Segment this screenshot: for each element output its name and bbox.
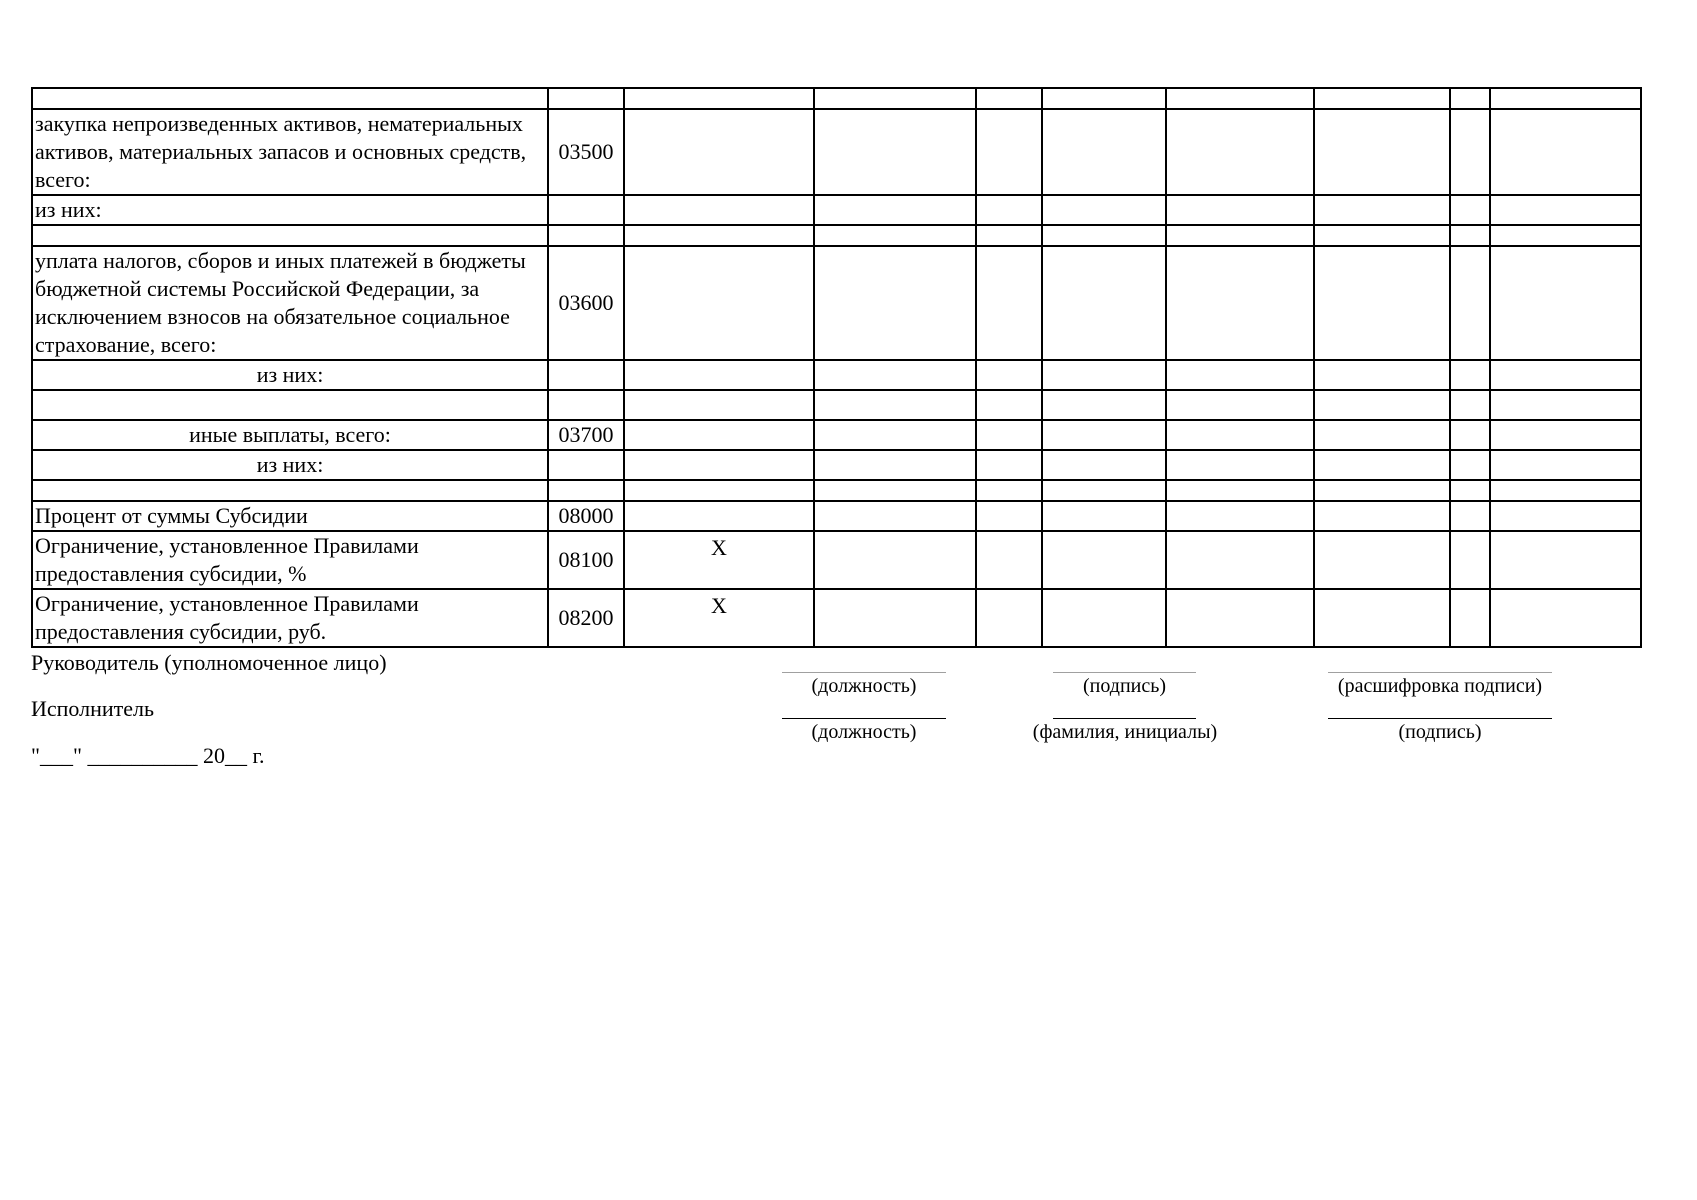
table-cell: [624, 195, 814, 225]
table-cell: [814, 109, 976, 195]
table-cell: [1450, 246, 1490, 360]
table-cell: [1166, 88, 1314, 109]
row-code: [548, 390, 624, 420]
row-label: Ограничение, установленное Правилами предоставления субсидии, %: [32, 531, 548, 589]
table-cell: [1042, 531, 1166, 589]
table-cell: [1314, 450, 1450, 480]
table-cell: [814, 360, 976, 390]
table-cell: [1166, 360, 1314, 390]
table-cell: [1042, 501, 1166, 531]
row-label: из них:: [32, 360, 548, 390]
table-cell: [1314, 360, 1450, 390]
table-cell: [1450, 225, 1490, 246]
executor-name-caption: (фамилия, инициалы): [1032, 721, 1218, 743]
table-cell: [976, 450, 1042, 480]
table-cell: [1450, 589, 1490, 647]
table-cell: [1166, 501, 1314, 531]
table-cell: [976, 390, 1042, 420]
table-cell: [1314, 420, 1450, 450]
table-cell: [1042, 589, 1166, 647]
executor-signature-line[interactable]: [1328, 718, 1552, 719]
table-cell: [1042, 450, 1166, 480]
table-cell: [1450, 450, 1490, 480]
table-cell: [1490, 501, 1641, 531]
row-code: [548, 225, 624, 246]
table-cell: [1042, 88, 1166, 109]
table-row: [32, 390, 1641, 420]
subsidy-expenses-table: [31, 87, 1642, 648]
row-label: из них:: [32, 450, 548, 480]
table-cell: [1490, 109, 1641, 195]
table-cell: [1166, 480, 1314, 501]
head-signature-line[interactable]: [1053, 672, 1196, 673]
table-row: [32, 501, 1641, 531]
row-code: 03600: [548, 246, 624, 360]
table-row: [32, 225, 1641, 246]
table-cell: [814, 195, 976, 225]
table-cell: [814, 480, 976, 501]
table-cell: [1490, 360, 1641, 390]
row-code: [548, 195, 624, 225]
table-cell: [814, 450, 976, 480]
table-cell: [814, 88, 976, 109]
table-cell: [1490, 589, 1641, 647]
table-cell: [814, 390, 976, 420]
row-code: [548, 88, 624, 109]
table-cell: [1042, 246, 1166, 360]
table-row: [32, 420, 1641, 450]
table-cell: [976, 501, 1042, 531]
table-cell: [1166, 390, 1314, 420]
table-row: [32, 360, 1641, 390]
table-cell: [976, 225, 1042, 246]
table-cell: [1314, 195, 1450, 225]
table-cell: [1490, 531, 1641, 589]
row-label: из них:: [32, 195, 548, 225]
table-cell: [624, 109, 814, 195]
row-label: уплата налогов, сборов и иных платежей в бюджеты бюджетной системы Российской Федерации, за исключением взносов на обязательное социальное страхование, всего:: [32, 246, 548, 360]
row-code: 08200: [548, 589, 624, 647]
table-cell: [976, 246, 1042, 360]
row-label: Процент от суммы Субсидии: [32, 501, 548, 531]
table-cell: [1166, 420, 1314, 450]
head-label: Руководитель (уполномоченное лицо): [31, 650, 387, 675]
table-cell: [1450, 360, 1490, 390]
table-cell: [1314, 390, 1450, 420]
table-cell: [1490, 420, 1641, 450]
table-cell: [1166, 450, 1314, 480]
head-position-line[interactable]: [782, 672, 946, 673]
table-cell: [624, 246, 814, 360]
row-label: закупка непроизведенных активов, нематериальных активов, материальных запасов и основных средств, всего:: [32, 109, 548, 195]
head-signature-caption: (подпись): [1082, 675, 1167, 697]
table-cell: [1042, 360, 1166, 390]
date-line[interactable]: "___" __________ 20__ г.: [31, 743, 265, 768]
table-cell: [976, 531, 1042, 589]
row-code: 08100: [548, 531, 624, 589]
table-cell: [1490, 390, 1641, 420]
table-cell: [624, 390, 814, 420]
table-cell: [1166, 195, 1314, 225]
table-cell: [1314, 501, 1450, 531]
table-cell: [1450, 531, 1490, 589]
table-cell: [1450, 109, 1490, 195]
table-cell: [814, 225, 976, 246]
table-cell: [814, 420, 976, 450]
table-row: [32, 450, 1641, 480]
table-cell: [976, 109, 1042, 195]
row-code: [548, 360, 624, 390]
table-cell: [1314, 88, 1450, 109]
row-code: 03500: [548, 109, 624, 195]
table-row: [32, 88, 1641, 109]
table-cell: [1450, 480, 1490, 501]
row-label: иные выплаты, всего:: [32, 420, 548, 450]
table-cell: [624, 88, 814, 109]
table-cell: [976, 360, 1042, 390]
table-cell: [814, 246, 976, 360]
table-cell: [1042, 109, 1166, 195]
table-cell: [976, 589, 1042, 647]
row-label: [32, 390, 548, 420]
table-cell: [1166, 109, 1314, 195]
table-cell: [1450, 88, 1490, 109]
table-cell: [1450, 195, 1490, 225]
table-cell: [1314, 225, 1450, 246]
table-cell: [624, 480, 814, 501]
table-row: [32, 109, 1641, 195]
table-cell: [1166, 225, 1314, 246]
table-cell: [1042, 480, 1166, 501]
table-cell: [1314, 480, 1450, 501]
executor-position-line[interactable]: [782, 718, 946, 719]
row-label: [32, 225, 548, 246]
table-cell: [624, 420, 814, 450]
table-row: [32, 531, 1641, 589]
table-cell: [1490, 225, 1641, 246]
table-cell: [1490, 246, 1641, 360]
table-cell: [976, 480, 1042, 501]
table-cell: [624, 450, 814, 480]
row-code: 03700: [548, 420, 624, 450]
not-applicable-mark: X: [624, 589, 814, 647]
row-label: [32, 480, 548, 501]
table-cell: [814, 531, 976, 589]
row-code: [548, 480, 624, 501]
table-row: [32, 589, 1641, 647]
row-code: 08000: [548, 501, 624, 531]
table-cell: [624, 360, 814, 390]
executor-signature-caption: (подпись): [1398, 721, 1482, 743]
table-cell: [624, 225, 814, 246]
table-cell: [1490, 450, 1641, 480]
table-cell: [1314, 531, 1450, 589]
row-label: [32, 88, 548, 109]
table-row: [32, 246, 1641, 360]
head-decoding-caption: (расшифровка подписи): [1337, 675, 1543, 697]
table-cell: [1490, 195, 1641, 225]
not-applicable-mark: X: [624, 531, 814, 589]
table-cell: [1042, 225, 1166, 246]
head-decoding-line[interactable]: [1328, 672, 1552, 673]
table-row: [32, 480, 1641, 501]
table-cell: [1450, 501, 1490, 531]
head-position-caption: (должность): [811, 675, 917, 697]
executor-position-caption: (должность): [811, 721, 917, 743]
table-cell: [814, 589, 976, 647]
table-cell: [976, 420, 1042, 450]
table-cell: [1450, 390, 1490, 420]
table-cell: [1042, 420, 1166, 450]
table-cell: [1490, 480, 1641, 501]
table-cell: [976, 195, 1042, 225]
table-cell: [1042, 390, 1166, 420]
row-label: Ограничение, установленное Правилами предоставления субсидии, руб.: [32, 589, 548, 647]
table-row: [32, 195, 1641, 225]
table-cell: [1042, 195, 1166, 225]
table-cell: [1490, 88, 1641, 109]
table-cell: [1166, 531, 1314, 589]
table-cell: [1166, 246, 1314, 360]
table-cell: [814, 501, 976, 531]
row-code: [548, 450, 624, 480]
executor-name-line[interactable]: [1053, 718, 1196, 719]
table-cell: [624, 501, 814, 531]
table-cell: [976, 88, 1042, 109]
executor-label: Исполнитель: [31, 696, 155, 721]
table-cell: [1314, 109, 1450, 195]
table-cell: [1314, 589, 1450, 647]
table-cell: [1314, 246, 1450, 360]
table-cell: [1450, 420, 1490, 450]
table-cell: [1166, 589, 1314, 647]
